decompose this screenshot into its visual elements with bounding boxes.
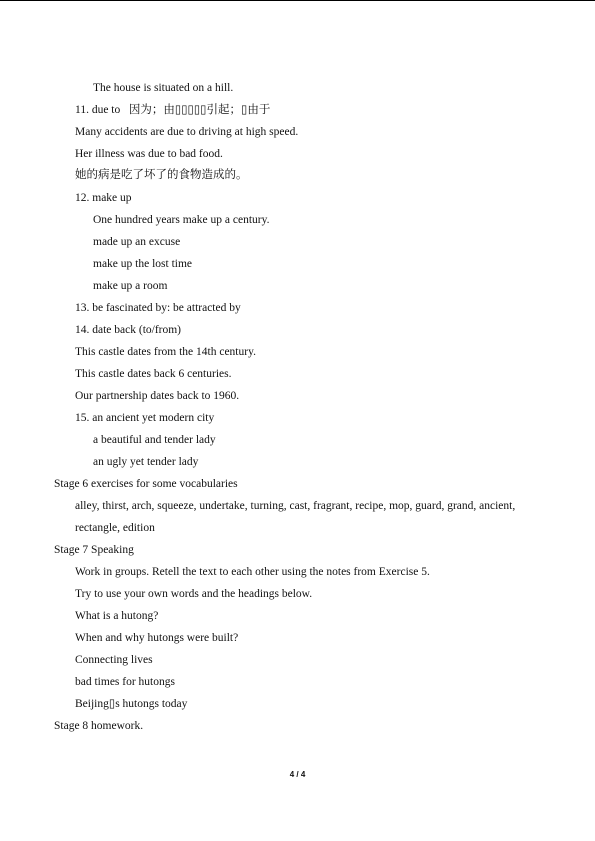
text-line: Her illness was due to bad food.	[75, 148, 223, 160]
text-line: alley, thirst, arch, squeeze, undertake, turning, cast, fragrant, recipe, mop, guard, grand, ancient,	[75, 500, 516, 512]
text-line: an ugly yet tender lady	[93, 456, 199, 468]
text-line: make up a room	[93, 280, 168, 292]
text-line: When and why hutongs were built?	[75, 632, 239, 644]
text-line: Connecting lives	[75, 654, 153, 666]
text-line: Our partnership dates back to 1960.	[75, 390, 240, 402]
text-line: rectangle, edition	[75, 522, 155, 534]
text-line: Work in groups. Retell the text to each other using the notes from Exercise 5.	[75, 566, 430, 578]
top-rule	[0, 0, 595, 1]
text-line: a beautiful and tender lady	[93, 434, 216, 446]
text-line: 11. due to 因为；由▯▯▯▯▯引起；▯由于	[75, 104, 271, 116]
page-number: 4 / 4	[289, 770, 306, 779]
text-line: 12. make up	[75, 192, 132, 204]
text-line: 她的病是吃了坏了的食物造成的。	[75, 169, 248, 181]
text-line: 15. an ancient yet modern city	[75, 412, 215, 424]
text-line: make up the lost time	[93, 258, 193, 270]
text-line: bad times for hutongs	[75, 676, 175, 688]
text-line: made up an excuse	[93, 236, 181, 248]
text-line: Many accidents are due to driving at high speed.	[75, 126, 299, 138]
text-line: This castle dates from the 14th century.	[75, 346, 256, 358]
section-heading: Stage 8 homework.	[54, 720, 144, 732]
section-heading: Stage 7 Speaking	[54, 544, 134, 556]
text-line: This castle dates back 6 centuries.	[75, 368, 232, 380]
text-line: What is a hutong?	[75, 610, 159, 622]
text-line: The house is situated on a hill.	[93, 82, 234, 94]
text-line: 14. date back (to/from)	[75, 324, 182, 336]
text-line: One hundred years make up a century.	[93, 214, 270, 226]
text-line: Try to use your own words and the headings below.	[75, 588, 313, 600]
text-line: 13. be fascinated by: be attracted by	[75, 302, 241, 314]
section-heading: Stage 6 exercises for some vocabularies	[54, 478, 238, 490]
text-line: Beijing▯s hutongs today	[75, 698, 188, 710]
